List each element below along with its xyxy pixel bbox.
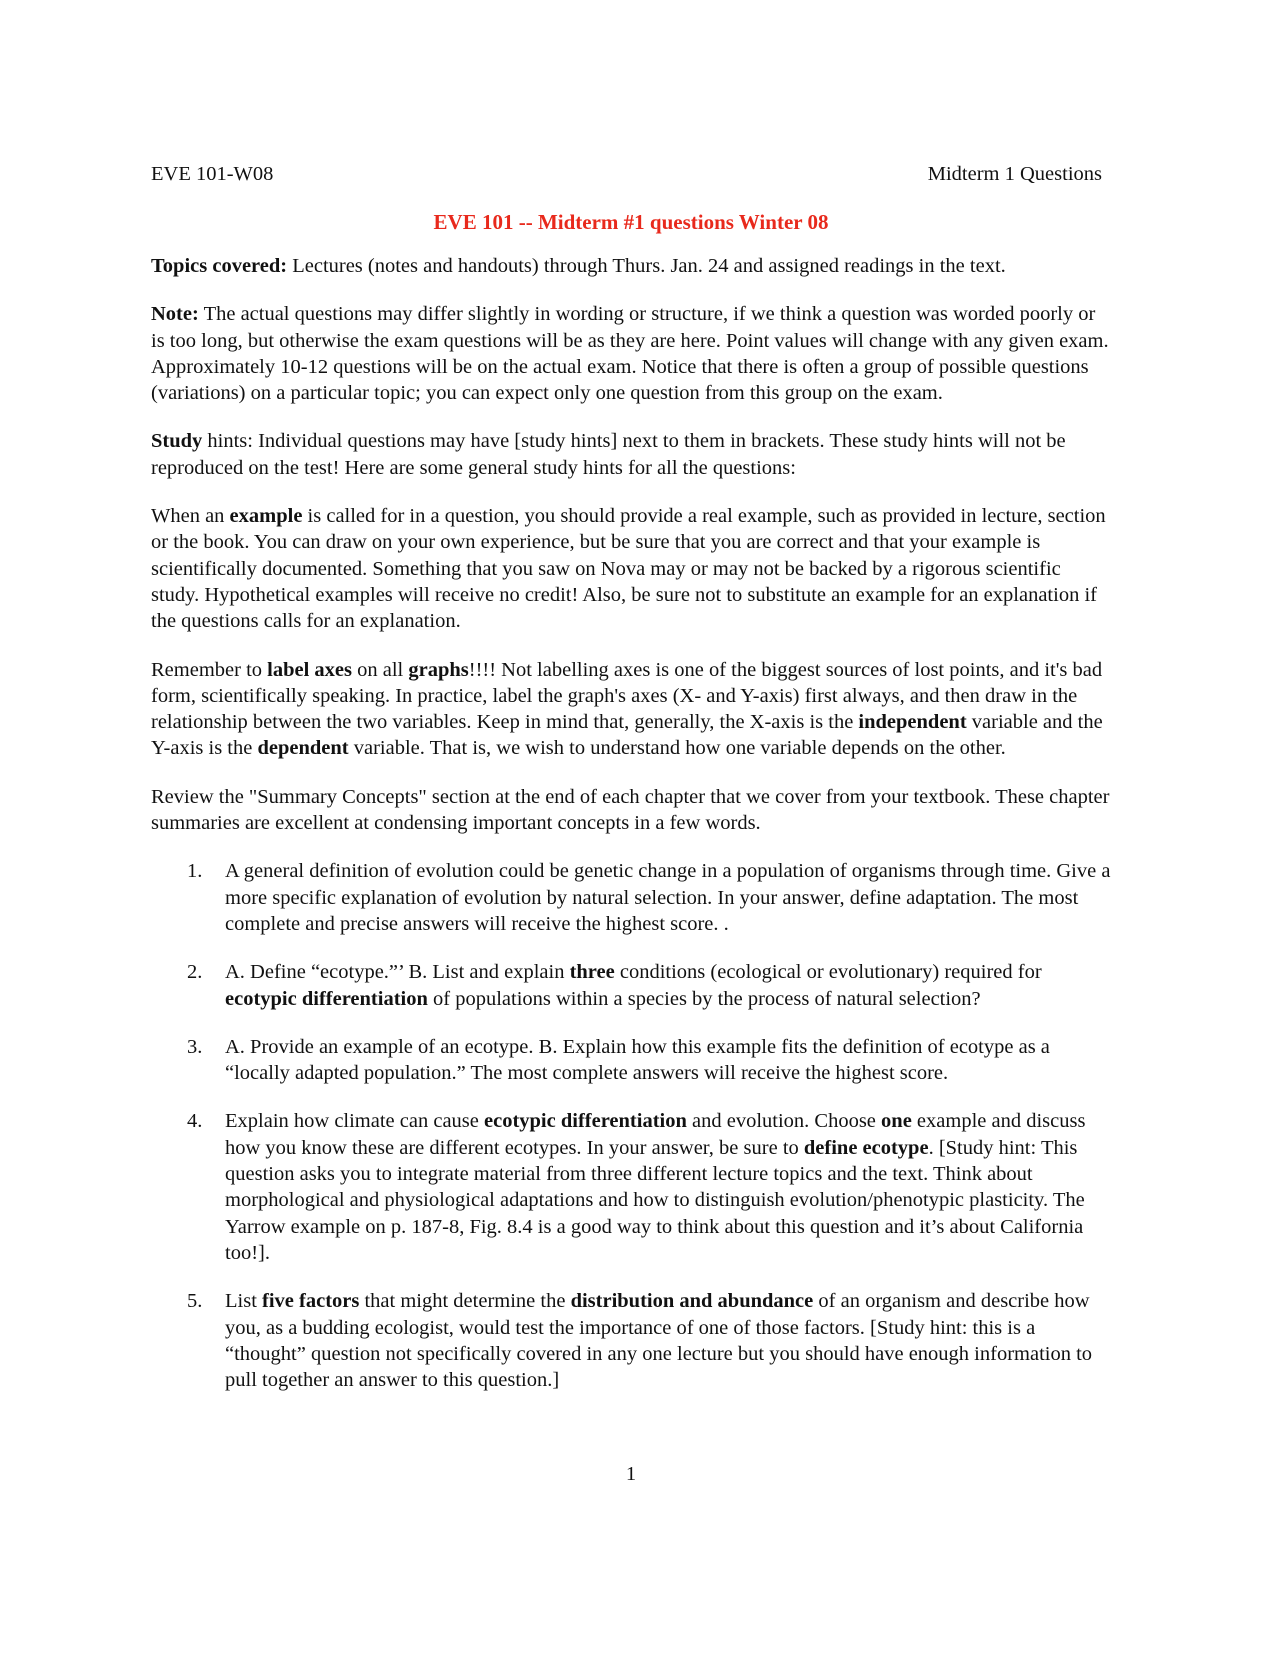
question-list [151, 858, 1111, 1393]
study-label: Study [151, 430, 203, 453]
page-number: 1 [625, 1463, 637, 1485]
document-body [151, 253, 1111, 1415]
question-number: 3. [187, 1035, 203, 1058]
axes-paragraph: Remember to label axes on all graphs!!!! Not labelling axes is one of the biggest sources of lost points, and it's bad form, scientifically speaking. In practice, label the graph's axes (X- and Y-axis) first always, and then draw in the relationship between the two variables. Keep in mind that, generally, the X-axis is the independent variable and the Y-axis is the dependent variable. That is, we wish to understand how one variable depends on the other. [151, 658, 1103, 760]
document-title: EVE 101 -- Midterm #1 questions Winter 08 [433, 210, 829, 234]
question-5: 5. List five factors that might determine the distribution and abundance of an organism and describe how you, as a budding ecologist, would test the importance of one of those factors. [Study hint: this is a “thought” question not specifically covered in any one lecture but you should have enough information to pull together an answer to this question.] [187, 1290, 1093, 1392]
question-4: 4. Explain how climate can cause ecotypic differentiation and evolution. Choose one example and discuss how you know these are different ecotypes. In your answer, be sure to define ecotype. [Study hint: This question asks you to integrate material from three different lecture topics and the text. Think about morphological and physiological adaptations and how to distinguish evolution/phenotypic plasticity. The Yarrow example on p. 187-8, Fig. 8.4 is a good way to think about this question and it’s about California too!]. [187, 1110, 1086, 1264]
question-number: 5. [187, 1290, 203, 1313]
example-paragraph: When an example is called for in a question, you should provide a real example, such as provided in lecture, section or the book. You can draw on your own experience, but be sure that you are correct and that your example is scientifically documented. Something that you saw on Nova may or may not be backed by a rigorous scientific study. Hypothetical examples will receive no credit! Also, be sure not to substitute an example for an explanation if the questions calls for an explanation. [151, 505, 1106, 633]
question-1: 1. A general definition of evolution could be genetic change in a population of organisms through time. Give a more specific explanation of evolution by natural selection. In your answer, define adaptation. The most complete and precise answers will receive the highest score. . [187, 860, 1111, 935]
header-document-name: Midterm 1 Questions [927, 163, 1102, 185]
page-header [151, 162, 1111, 186]
question-2: 2. A. Define “ecotype.”’ B. List and explain three conditions (ecological or evolutionary) required for ecotypic differentiation of populations within a species by the process of natural selection? [187, 961, 1042, 1010]
review-paragraph: Review the "Summary Concepts" section at the end of each chapter that we cover from your textbook. These chapter summaries are excellent at condensing important concepts in a few words. [151, 785, 1110, 835]
note-label: Note: [151, 303, 199, 326]
topics-label: Topics covered: [151, 255, 288, 277]
study-paragraph: Study hints: Individual questions may have [study hints] next to them in brackets. These study hints will not be reproduced on the test! Here are some general study hints for all the questions: [151, 430, 1066, 479]
question-number: 2. [187, 961, 203, 984]
topics-paragraph: Topics covered: Lectures (notes and handouts) through Thurs. Jan. 24 and assigned readings in the text. [151, 255, 1006, 277]
note-paragraph: Note: The actual questions may differ slightly in wording or structure, if we think a question was worded poorly or is too long, but otherwise the exam questions will be as they are here. Point values will change with any given exam. Approximately 10-12 questions will be on the actual exam. Notice that there is often a group of possible questions (variations) on a particular topic; you can expect only one question from this group on the exam. [151, 303, 1109, 405]
header-course: EVE 101-W08 [151, 163, 274, 185]
question-number: 1. [187, 860, 203, 883]
question-3: 3. A. Provide an example of an ecotype. B. Explain how this example fits the definition of ecotype as a “locally adapted population.” The most complete answers will receive the highest score. [187, 1035, 1050, 1085]
question-number: 4. [187, 1110, 203, 1133]
